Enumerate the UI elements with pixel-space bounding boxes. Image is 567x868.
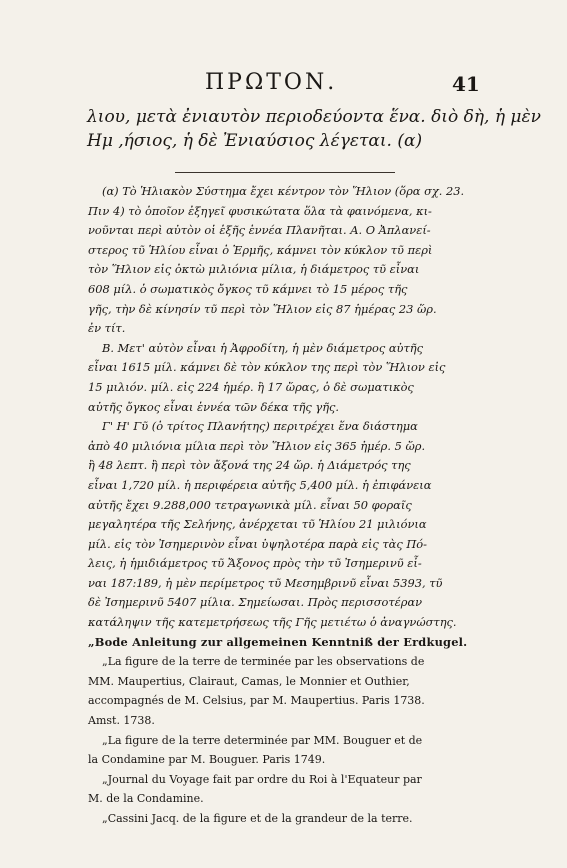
footnote-line: 608 μίλ. ὁ σωματικὸς ὄγκος τῦ κάμνει τὸ 15 μέρος τῆς	[88, 281, 408, 296]
running-head: ΠΡΩΤΟΝ.	[205, 70, 338, 95]
main-text-line: Ημ ,ήσιος, ἡ δὲ Ἐνιαύσιος λέγεται. (α)	[87, 131, 423, 151]
footnote-line: 15 μιλιόν. μίλ. εἰς 224 ἡμέρ. ἢ 17 ὥρας, ὁ δὲ σωματικὸς	[88, 379, 414, 394]
footnote-line: αὐτῆς ὄγκος εἶναι ἑννέα τῶν δέκα τῆς γῆς.	[88, 399, 340, 414]
main-text	[87, 105, 541, 153]
footnote-line: Β. Μετ' αὐτὸν εἶναι ἡ Ἀφροδίτη, ἡ μὲν διάμετρος αὐτῆς	[102, 340, 423, 355]
footnote-line: „La figure de la terre determinée par MM. Bouguer et de	[102, 733, 423, 747]
footnote-line: αὐτῆς ἔχει 9.288,000 τετραγωνικὰ μίλ. εἶναι 50 φοραῖς	[88, 497, 412, 512]
footnote-line: στερος τῦ Ἡλίου εἶναι ὁ Ἑρμῆς, κάμνει τὸν κύκλον τῦ περὶ	[88, 242, 433, 257]
footnote-line: τὸν Ἥλιον εἰς ὀκτὼ μιλιόνια μίλια, ἡ διάμετρος τῦ εἶναι	[88, 262, 420, 277]
footnote-line: μίλ. εἰς τὸν Ἰσημερινὸν εἶναι ὑψηλοτέρα παρὰ εἰς τὰς Πό-	[88, 536, 428, 551]
footnote-line: ἐν τίτ.	[88, 321, 126, 336]
footnote-line: la Condamine par M. Bouguer. Paris 1749.	[88, 753, 326, 767]
footnote-separator	[175, 172, 395, 173]
footnote-line: „Cassini Jacq. de la figure et de la grandeur de la terre.	[102, 812, 413, 825]
footnote-line: γῆς, τὴν δὲ κίνησίν τῦ περὶ τὸν Ἥλιον εἰς 87 ἡμέρας 23 ὥρ.	[88, 301, 437, 316]
footnote-line: λεις, ἡ ἡμιδιάμετρος τῦ Ἄξονος πρὸς τὴν τῦ Ἰσημερινῦ εἶ-	[88, 556, 422, 571]
footnote-line: MM. Maupertius, Clairaut, Camas, le Monnier et Outhier,	[88, 674, 410, 688]
footnote-line: εἶναι 1,720 μίλ. ἡ περιφέρεια αὐτῆς 5,400 μίλ. ἡ ἐπιφάνεια	[88, 477, 432, 492]
footnote-line: Γ' Η' Γῦ (ὁ τρίτος Πλανήτης) περιτρέχει ἕνα διάστημα	[102, 419, 418, 434]
main-text-line: λιου, μετὰ ἐνιαυτὸν περιοδεύοντα ἕνα. διὸ δὴ, ἡ μὲν	[87, 107, 541, 127]
footnote	[88, 182, 496, 829]
footnote-line: „La figure de la terre de terminée par les observations de	[102, 655, 425, 669]
footnote-line: (α) Τὸ Ἡλιακὸν Σύστημα ἔχει κέντρον τὸν Ἥλιον (ὅρα σχ. 23.	[102, 184, 465, 198]
footnote-line: accompagnés de M. Celsius, par M. Maupertius. Paris 1738.	[88, 694, 425, 708]
footnote-line: Πιν 4) τὸ ὁποῖον ἐξηγεῖ φυσικώτατα ὅλα τὰ φαινόμενα, κι-	[88, 203, 432, 218]
page-number: 41	[452, 72, 480, 96]
footnote-line: Amst. 1738.	[88, 714, 155, 728]
footnote-line: εἶναι 1615 μίλ. κάμνει δὲ τὸν κύκλον της περὶ τὸν Ἥλιον εἰς	[88, 360, 446, 375]
footnote-line: „Bode Anleitung zur allgemeinen Kenntniß der Erdkugel.	[88, 634, 468, 649]
footnote-line: μεγαλητέρα τῆς Σελήνης, ἀνέρχεται τῦ Ἡλίου 21 μιλιόνια	[88, 517, 427, 532]
footnote-line: ναι 187:189, ἡ μὲν περίμετρος τῦ Μεσημβρινῦ εἶναι 5393, τῦ	[88, 575, 443, 590]
footnote-line: „Journal du Voyage fait par ordre du Roi à l'Equateur par	[102, 772, 422, 786]
footnote-line: ἢ 48 λεπτ. ἢ περὶ τὸν ἄξονά της 24 ὥρ. ἡ Διάμετρός της	[88, 458, 411, 473]
footnote-line: κατάληψιν τῆς κατεμετρήσεως τῆς Γῆς μετιέτω ὁ ἀναγνώστης.	[88, 615, 457, 630]
footnote-line: νοῦνται περὶ αὐτὸν οἱ ἑξῆς ἑννέα Πλανῆται. Α. Ο Ἀπλανεί-	[88, 223, 431, 238]
footnote-line: δὲ Ἰσημερινῦ 5407 μίλια. Σημείωσαι. Πρὸς περισσοτέραν	[88, 595, 423, 610]
page-header	[0, 70, 567, 100]
footnote-line: ἀπὸ 40 μιλιόνια μίλια περὶ τὸν Ἥλιον εἰς 365 ἡμέρ. 5 ὥρ.	[88, 438, 426, 453]
footnote-line: M. de la Condamine.	[88, 792, 204, 806]
